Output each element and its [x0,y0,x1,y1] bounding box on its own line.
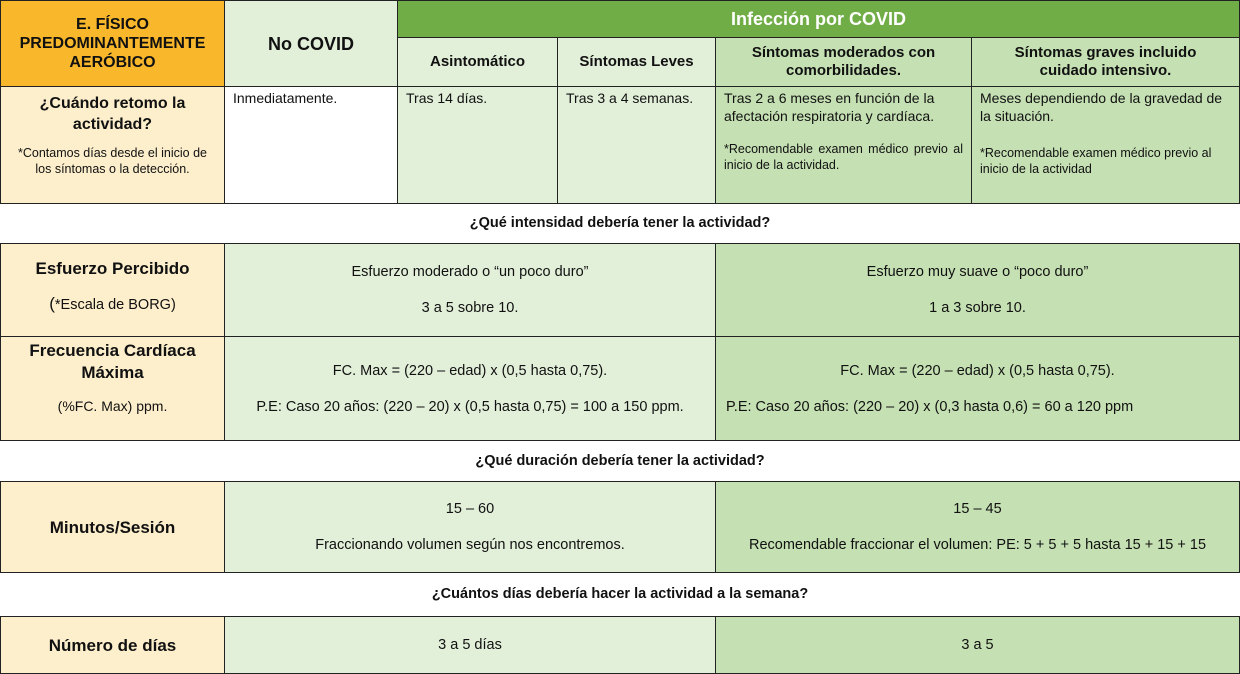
hr-left [224,336,716,441]
days-label: Número de días [48,635,177,655]
hr-right [715,336,1240,441]
return-label-cell [0,86,225,204]
column-asymptomatic-label: Asintomático [429,53,525,70]
days-question: ¿Cuántos días debería hacer la actividad a la semana? [431,586,809,602]
return-no-covid-text: Inmediatamente. [233,90,338,106]
return-note: *Contamos días desde el inicio de los síntomas o la detección. [17,146,207,176]
minutes-right [715,481,1240,573]
column-asymptomatic [397,37,558,87]
return-no-covid [224,86,398,204]
minutes-label-cell [0,481,225,573]
effort-right [715,243,1240,337]
return-moderate-note: *Recomendable examen médico previo al inicio de la actividad. [724,142,963,172]
no-covid-header [224,0,398,87]
effort-left [224,243,716,337]
days-label-cell [0,616,225,674]
column-mild-label: Síntomas Leves [579,53,694,70]
hr-left-line2: P.E: Caso 20 años: (220 – 20) x (0,5 hasta 0,75) = 100 a 150 ppm. [256,398,684,415]
hr-label-cell [0,336,225,441]
minutes-label: Minutos/Sesión [49,517,176,537]
effort-left-line2: 3 a 5 sobre 10. [421,300,519,316]
minutes-right-line1: 15 – 45 [953,501,1002,517]
duration-question: ¿Qué duración debería tener la actividad? [475,453,765,469]
days-right [715,616,1240,674]
return-severe-text: Meses dependiendo de la gravedad de la situación. [980,90,1223,124]
return-mild [557,86,716,204]
return-severe-note: *Recomendable examen médico previo al inicio de la actividad [980,146,1212,176]
days-left-text: 3 a 5 días [438,637,502,653]
category-title-cell [0,0,225,87]
column-moderate [715,37,972,87]
days-left [224,616,716,674]
hr-label: Frecuencia Cardíaca Máxima [29,341,196,382]
effort-sublabel-text: *Escala de BORG) [54,297,176,313]
infection-title: Infección por COVID [730,9,907,29]
hr-right-line1: FC. Max = (220 – edad) x (0,5 hasta 0,75). [840,362,1115,379]
return-moderate-text: Tras 2 a 6 meses en función de la afectación respiratoria y cardíaca. [724,90,935,124]
column-severe-label: Síntomas graves incluido cuidado intensivo. [1014,44,1197,79]
return-mild-text: Tras 3 a 4 semanas. [566,90,694,106]
return-severe [971,86,1240,204]
effort-right-line2: 1 a 3 sobre 10. [929,300,1026,316]
effort-left-line1: Esfuerzo moderado o “un poco duro” [351,264,589,280]
effort-right-line1: Esfuerzo muy suave o “poco duro” [866,264,1089,280]
hr-sublabel: (%FC. Max) ppm. [57,398,168,414]
return-asymptomatic-text: Tras 14 días. [406,90,488,106]
effort-label-cell [0,243,225,337]
category-title: E. FÍSICO PREDOMINANTEMENTE AERÓBICO [19,16,206,71]
return-asymptomatic [397,86,558,204]
return-moderate [715,86,972,204]
column-severe [971,37,1240,87]
infection-header [397,0,1240,38]
minutes-right-line2: Recomendable fraccionar el volumen: PE: 5 + 5 + 5 hasta 15 + 15 + 15 [748,537,1207,553]
hr-right-line2: P.E: Caso 20 años: (220 – 20) x (0,3 hasta 0,6) = 60 a 120 ppm [726,398,1134,415]
column-mild [557,37,716,87]
minutes-left-line1: 15 – 60 [445,501,495,517]
effort-label: Esfuerzo Percibido [35,259,190,278]
intensity-question: ¿Qué intensidad debería tener la actividad? [469,215,771,231]
column-moderate-label: Síntomas moderados con comorbilidades. [751,44,936,79]
return-label: ¿Cuándo retomo la actividad? [39,95,186,133]
effort-sublabel [1,294,224,314]
minutes-left-line2: Fraccionando volumen según nos encontremos. [315,537,625,553]
minutes-left [224,481,716,573]
no-covid-title: No COVID [267,33,354,54]
effort-sublabel-paren: ( [49,294,55,313]
hr-left-line1: FC. Max = (220 – edad) x (0,5 hasta 0,75). [332,362,608,379]
days-right-text: 3 a 5 [961,637,994,653]
